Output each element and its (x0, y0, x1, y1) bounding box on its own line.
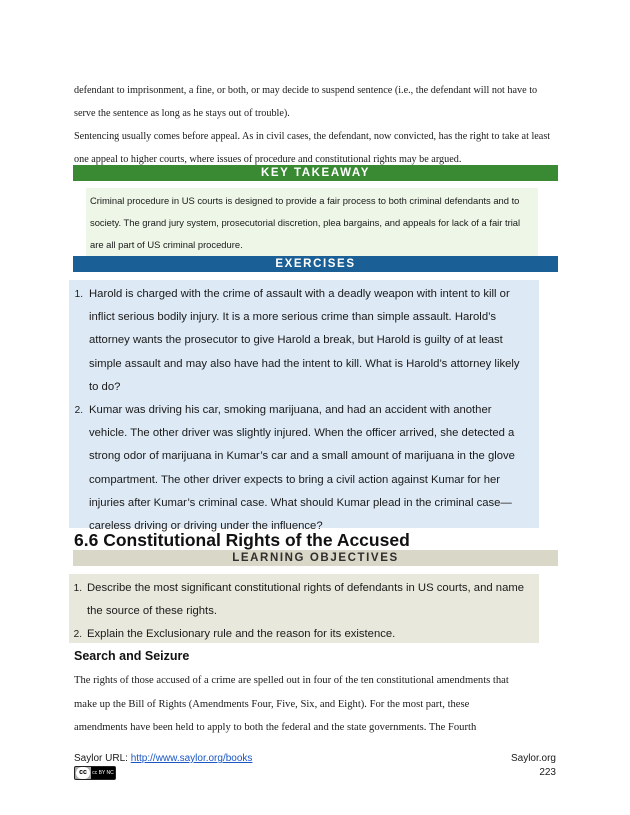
paragraph-line: amendments have been held to apply to both the federal and the state governments. The Fourth (74, 722, 477, 733)
footer-url (74, 752, 252, 766)
objective-text: Explain the Exclusionary rule and the reason for its existence. (87, 628, 396, 640)
creative-commons-icon: cc (76, 767, 90, 779)
exercise-text: Kumar was driving his car, smoking marijuana, and had an accident with another vehicle. The other driver was slightly injured. When the officer arrived, she detected a strong odor of marijuana in Kumar’s car and a small amount of marijuana in the glove compartment. The other driver expects to bring a civil action against Kumar for her injuries after Kumar’s criminal case. What should Kumar plead in the criminal case—careless driving or driving under the influence? (89, 404, 515, 533)
footer-url-label: Saylor URL: (74, 753, 131, 764)
takeaway-line: Criminal procedure in US courts is designed to provide a fair process to both criminal defendants and to (90, 195, 520, 206)
page-number: 223 (539, 767, 556, 778)
search-paragraph (74, 669, 554, 740)
exercises-box (69, 280, 539, 533)
exercises-heading: EXERCISES (73, 256, 558, 272)
takeaway-line: are all part of US criminal procedure. (90, 239, 243, 250)
intro-paragraph (74, 79, 574, 171)
footer-right (470, 752, 556, 780)
intro-line: one appeal to higher courts, where issues of procedure and constitutional rights may be argued. (74, 154, 462, 165)
objective-item (70, 623, 532, 646)
exercise-item (69, 283, 521, 399)
section-heading: 6.6 Constitutional Rights of the Accused (74, 530, 410, 550)
exercise-number: 2. (74, 405, 83, 417)
exercise-number: 1. (74, 289, 83, 300)
intro-line: defendant to imprisonment, a fine, or both, or may decide to suspend sentence (i.e., the defendant will not have to (74, 85, 538, 96)
objective-item (70, 577, 532, 623)
paragraph-line: make up the Bill of Rights (Amendments Four, Five, Six, and Eight). For the most part, these (74, 698, 470, 710)
footer-site: Saylor.org (510, 753, 556, 764)
intro-line: Sentencing usually comes before appeal. As in civil cases, the defendant, now convicted, has the right to take at least (74, 131, 551, 142)
cc-license-badge (74, 766, 116, 788)
key-takeaway-box (86, 188, 538, 256)
takeaway-line: society. The grand jury system, prosecutorial discretion, plea bargains, and appeals for lack of a fair trial (90, 217, 521, 228)
paragraph-line: The rights of those accused of a crime are spelled out in four of the ten constitutional amendments that (74, 675, 509, 686)
saylor-books-link[interactable]: http://www.saylor.org/books (130, 753, 253, 764)
exercise-text: Harold is charged with the crime of assault with a deadly weapon with intent to kill or inflict serious bodily injury. It is a more serious crime than simple assault. Harold’s attorney wants the prosecutor to give Harold a break, but Harold is guilty of at least simple assault and may also have had the intent to kill. What is Harold’s attorney likely to do? (89, 288, 520, 393)
license-terms-label: cc BY NC SA (91, 767, 115, 779)
objective-text: Describe the most significant constitutional rights of defendants in US courts, and name the source of these rights. (87, 582, 525, 617)
objective-number: 1. (73, 583, 82, 594)
subsection-heading: Search and Seizure (74, 649, 190, 663)
key-takeaway-heading: KEY TAKEAWAY (73, 165, 558, 181)
intro-line: serve the sentence as long as he stays out of trouble). (74, 108, 290, 119)
learning-objectives-box (69, 574, 539, 643)
objective-number: 2. (73, 629, 82, 640)
exercise-item (69, 399, 521, 538)
learning-objectives-heading: LEARNING OBJECTIVES (73, 550, 558, 566)
